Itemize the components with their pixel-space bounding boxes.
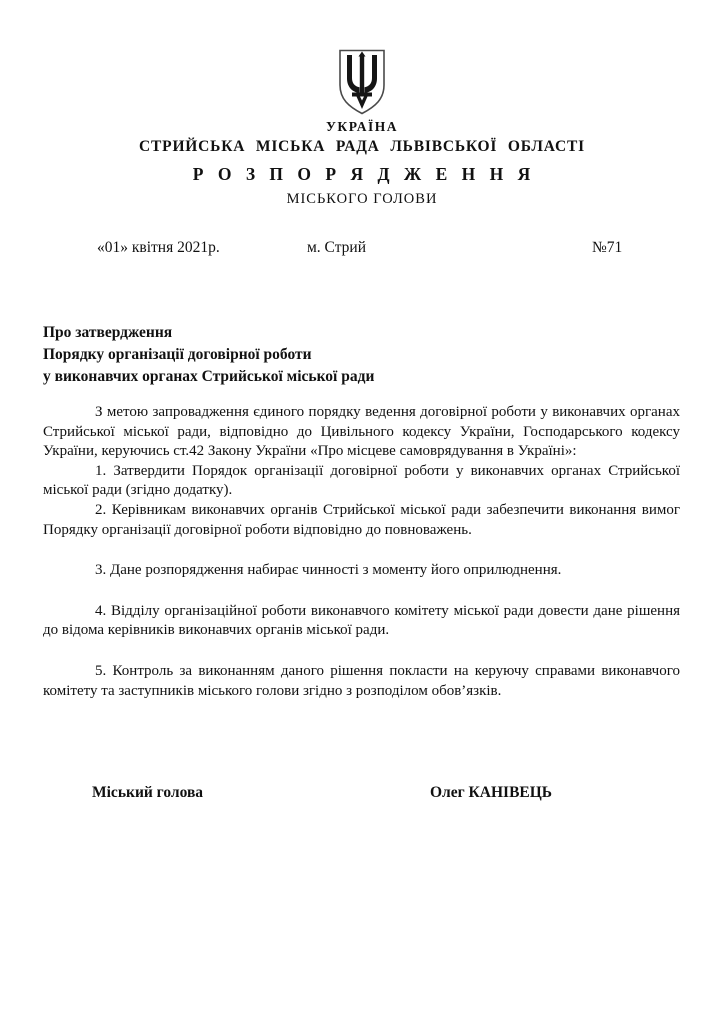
ukraine-trident-emblem xyxy=(0,48,724,116)
document-type-title: Р О З П О Р Я Д Ж Е Н Н Я xyxy=(192,164,532,184)
country-name: УКРАЇНА xyxy=(326,119,398,134)
meta-row xyxy=(0,239,724,259)
item-2: 2. Керівникам виконавчих органів Стрийської міської ради забезпечити виконання вимог Порядку організації договірної роботи відповідно до повноважень. xyxy=(43,501,680,538)
item-5: 5. Контроль за виконанням даного рішення покласти на керуючу справами виконавчого комітету та заступників міського голови згідно з розподілом обов’язків. xyxy=(43,662,680,699)
intro-paragraph: З метою запровадження єдиного порядку ведення договірної роботи у виконавчих органах Стрийської міської ради, відповідно до Цивільного кодексу України, Господарського кодексу України, керуючись ст.42 Закону України «Про місцеве самоврядування в Україні»: xyxy=(43,404,680,460)
document-body xyxy=(43,403,680,701)
signature-name: Олег КАНІВЕЦЬ xyxy=(430,784,553,801)
signature-title: Міський голова xyxy=(92,784,204,801)
document-date: «01» квітня 2021р. xyxy=(97,239,220,256)
council-name: СТРИЙСЬКА МІСЬКА РАДА ЛЬВІВСЬКОЇ ОБЛАСТІ xyxy=(139,138,585,155)
document-header xyxy=(0,48,724,208)
item-1: 1. Затвердити Порядок організації договірної роботи у виконавчих органах Стрийської міської ради (згідно додатку). xyxy=(43,462,680,499)
document-place: м. Стрий xyxy=(307,239,366,256)
subject-block xyxy=(43,322,374,388)
signature-row xyxy=(0,784,724,806)
document-number: №71 xyxy=(592,239,623,256)
item-3: 3. Дане розпорядження набирає чинності з моменту його оприлюднення. xyxy=(95,562,562,579)
subject-line-3: у виконавчих органах Стрийської міської ради xyxy=(43,368,375,385)
item-4: 4. Відділу організаційної роботи виконавчого комітету міської ради довести дане рішення до відома керівників виконавчих органів міської ради. xyxy=(43,602,680,639)
subject-line-1: Про затвердження xyxy=(43,324,173,341)
document-subtype: МІСЬКОГО ГОЛОВИ xyxy=(286,191,438,207)
subject-line-2: Порядку організації договірної роботи xyxy=(43,346,312,363)
